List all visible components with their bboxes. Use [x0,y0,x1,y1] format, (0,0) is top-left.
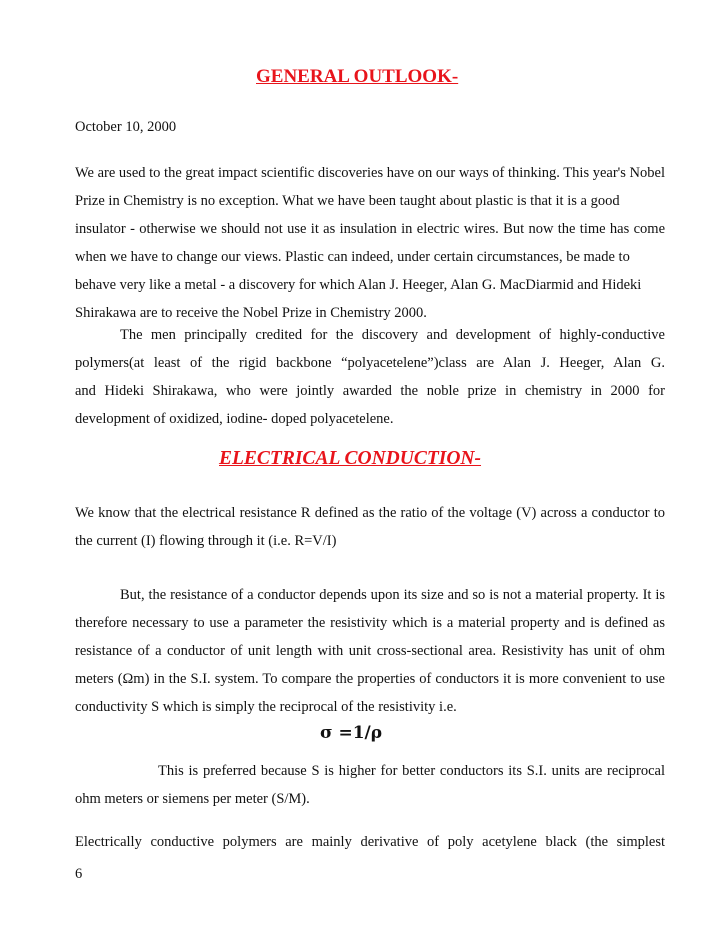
text-line: the current (I) flowing through it (i.e. R=V/I) [75,533,337,549]
heading-electrical-conduction: ELECTRICAL CONDUCTION- [219,448,482,469]
text-line: Prize in Chemistry is no exception. What we have been taught about plastic is that it is a good [75,193,620,209]
text-line: Shirakawa are to receive the Nobel Prize in Chemistry 2000. [75,305,427,321]
text-line: But, the resistance of a conductor depends upon its size and so is not a material property. It is [120,587,665,603]
paragraph-resistivity [75,581,665,721]
text-line: We know that the electrical resistance R defined as the ratio of the voltage (V) across a conductor to [75,505,665,521]
text-line: This is preferred because S is higher for better conductors its S.I. units are reciprocal [158,763,665,779]
text-line: behave very like a metal - a discovery for which Alan J. Heeger, Alan G. MacDiarmid and Hideki [75,277,642,293]
text-line: and Hideki Shirakawa, who were jointly awarded the noble prize in chemistry in 2000 for [75,383,665,399]
conductivity-formula: σ =1/ρ [320,723,383,743]
page-number: 6 [75,866,83,882]
text-line: polymers(at least of the rigid backbone “polyacetelene”)class are Alan J. Heeger, Alan G. [75,355,665,371]
paragraph-units [75,757,665,813]
text-line: development of oxidized, iodine- doped polyacetelene. [75,411,394,427]
paragraph-polymers [75,828,665,856]
text-line: therefore necessary to use a parameter the resistivity which is a material property and is defined as [75,615,665,631]
text-line: insulator - otherwise we should not use it as insulation in electric wires. But now the time has come [75,221,665,237]
text-line: resistance of a conductor of unit length with unit cross-sectional area. Resistivity has unit of ohm [75,643,665,659]
text-line: Electrically conductive polymers are mainly derivative of poly acetylene black (the simplest [75,834,665,850]
text-line: We are used to the great impact scientific discoveries have on our ways of thinking. This year's Nobel [75,165,665,181]
text-line: when we have to change our views. Plastic can indeed, under certain circumstances, be made to [75,249,630,265]
paragraph-credits [75,321,665,433]
paragraph-intro [75,159,665,327]
text-line: The men principally credited for the discovery and development of highly-conductive [120,327,665,343]
text-line: conductivity S which is simply the reciprocal of the resistivity i.e. [75,699,457,715]
text-line: ohm meters or siemens per meter (S/M). [75,791,310,807]
heading-general-outlook: GENERAL OUTLOOK- [256,66,459,87]
date-line: October 10, 2000 [75,119,177,135]
paragraph-resistance [75,499,665,555]
text-line: meters (Ωm) in the S.I. system. To compare the properties of conductors it is more convenient to use [75,671,665,687]
